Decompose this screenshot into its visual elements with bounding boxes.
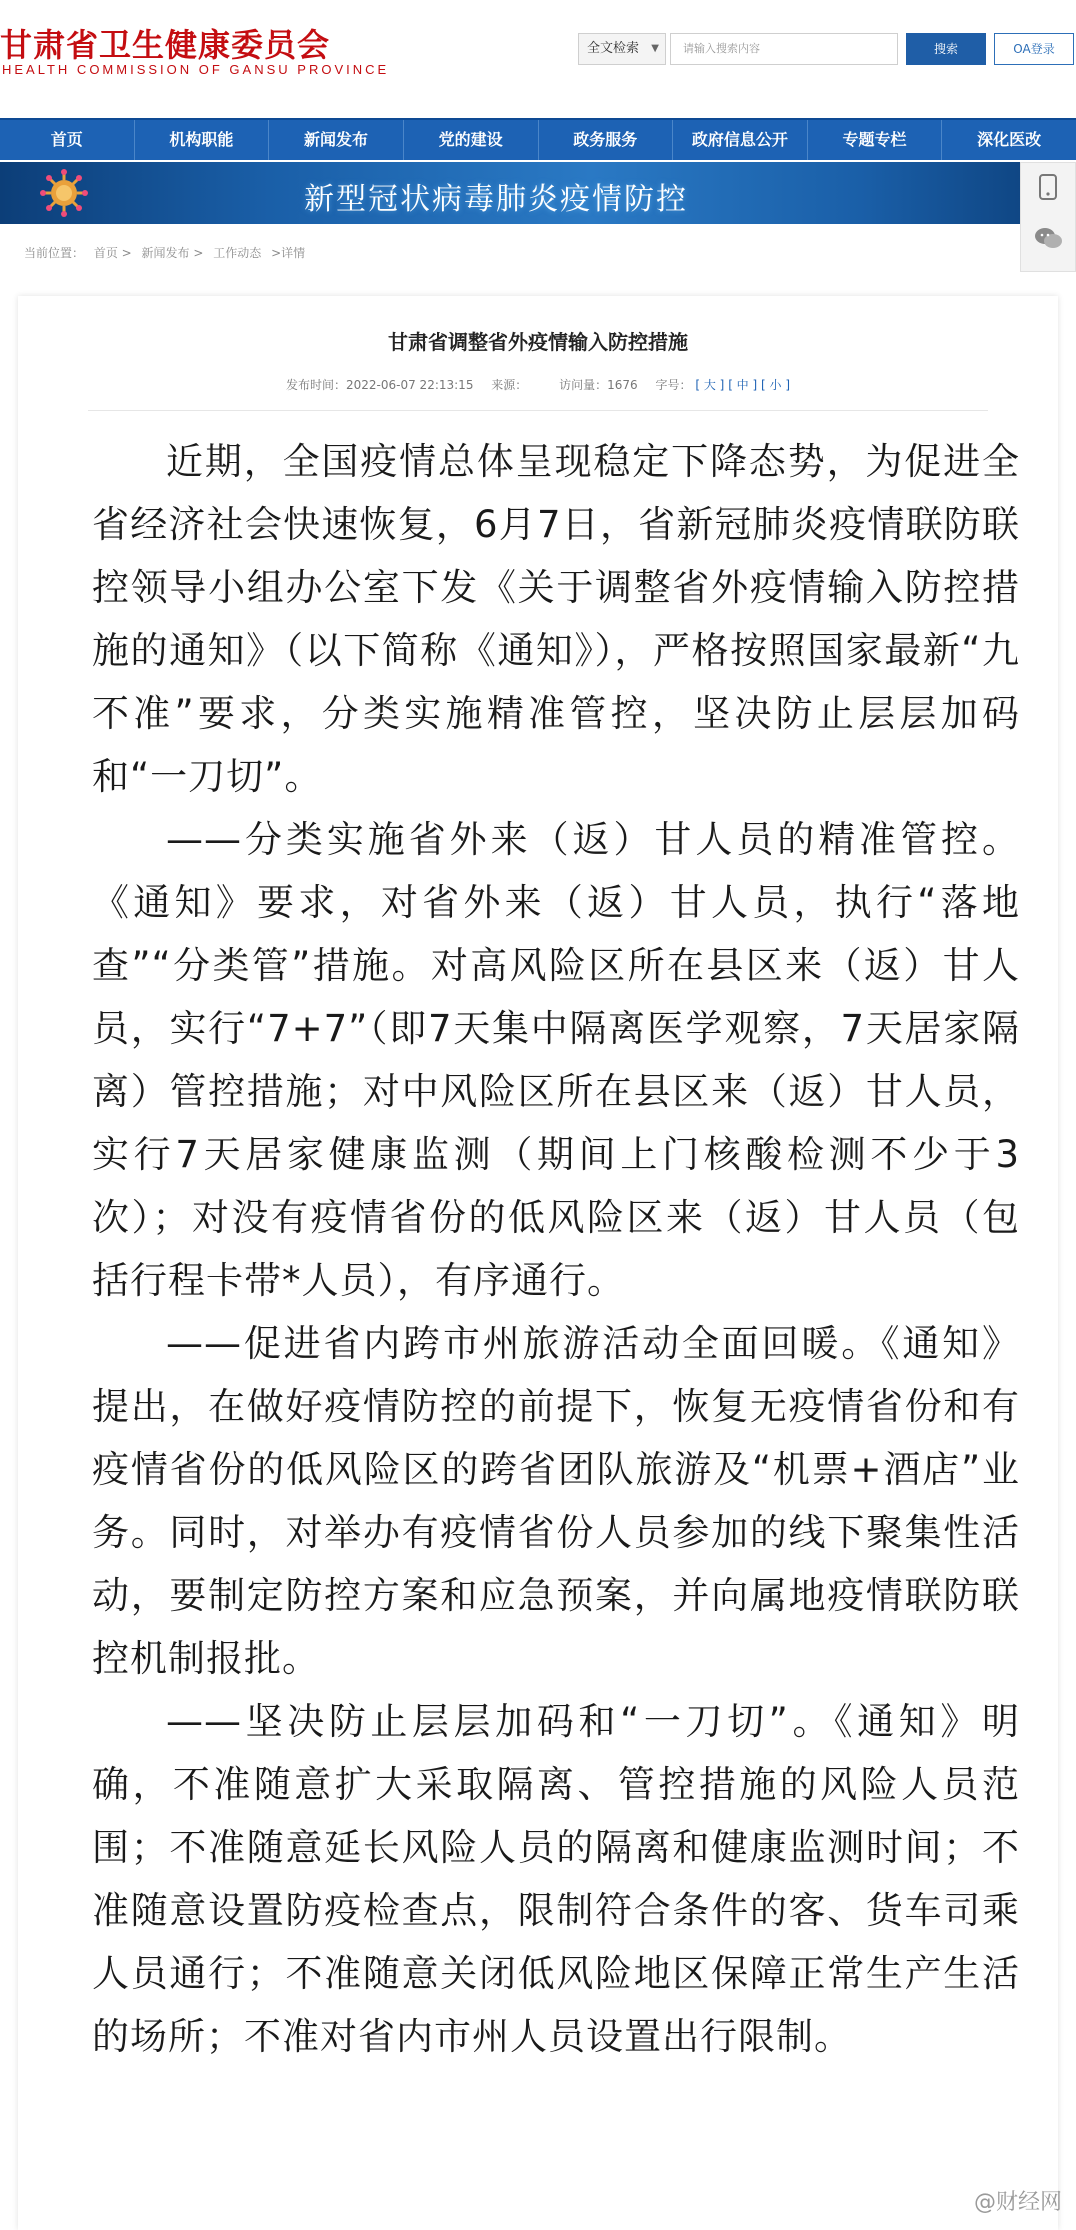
meta-divider [88,410,988,411]
article-meta [18,376,1058,393]
font-size-small-button[interactable]: [ 小 ] [761,378,791,392]
nav-item-services[interactable]: 政务服务 [539,120,674,160]
views-label: 访问量： [559,378,608,392]
site-logo-en: HEALTH COMMISSION OF GANSU PROVINCE [2,62,390,77]
banner-title: 新型冠状病毒肺炎疫情防控 [304,182,688,217]
article-paragraph: ——促进省内跨市州旅游活动全面回暖。《通知》提出，在做好疫情防控的前提下，恢复无疫情省份和有疫情省份的低风险区的跨省团队旅游及“机票+酒店”业务。同时，对举办有疫情省份人员参加的线下聚集性活动，要制定防控方案和应急预案，并向属地疫情联防联控机制报批。 [92,1322,1020,1680]
chevron-down-icon: ▼ [651,43,659,54]
nav-item-topics[interactable]: 专题专栏 [808,120,943,160]
weibo-watermark: @财经网 [973,2190,1062,2215]
views-count: 1676 [607,378,638,392]
nav-item-party[interactable]: 党的建设 [404,120,539,160]
breadcrumb-detail: >详情 [271,246,306,260]
main-nav [0,118,1076,160]
article-card [18,296,1058,2230]
font-size-medium-button[interactable]: [ 中 ] [728,378,758,392]
article-title: 甘肃省调整省外疫情输入防控措施 [388,330,688,354]
virus-icon [36,168,92,218]
breadcrumb-prefix: 当前位置： [24,246,85,260]
site-header [0,0,1076,118]
nav-item-reform[interactable]: 深化医改 [977,130,1042,149]
oa-login-button[interactable]: OA登录 [994,33,1074,65]
article-paragraph: ——坚决防止层层加码和“一刀切”。《通知》明确，不准随意扩大采取隔离、管控措施的风险人员范围；不准随意延长风险人员的隔离和健康监测时间；不准随意设置防疫检查点，限制符合条件的客、货车司乘人员通行；不准随意关闭低风险地区保障正常生产生活的场所；不准对省内市州人员设置出行限制。 [92,1700,1020,2058]
publish-time: 2022-06-07 22:13:15 [346,378,474,392]
nav-item-home[interactable]: 首页 [0,120,135,160]
article-paragraph: 近期，全国疫情总体呈现稳定下降态势，为促进全省经济社会快速恢复，6月7日，省新冠肺炎疫情联防联控领导小组办公室下发《关于调整省外疫情输入防控措施的通知》（以下简称《通知》），严格按照国家最新“九不准”要求，分类实施精准管控，坚决防止层层加码和“一刀切”。 [92,440,1020,798]
side-toolbar [1020,162,1076,272]
breadcrumb-home[interactable]: 首页 > [93,246,132,260]
search-button[interactable]: 搜索 [906,33,986,65]
site-logo-cn[interactable]: 甘肃省卫生健康委员会 [0,26,331,64]
search-input[interactable]: 请输入搜索内容 [670,33,898,65]
mobile-icon[interactable] [1033,173,1063,203]
article-paragraph: ——分类实施省外来（返）甘人员的精准管控。《通知》要求，对省外来（返）甘人员，执行“落地查”“分类管”措施。对高风险区所在县区来（返）甘人员，实行“7+7”（即7天集中隔离医学观察，7天居家隔离）管控措施；对中风险区所在县区来（返）甘人员，实行7天居家健康监测（期间上门核酸检测不少于3次）；对没有疫情省份的低风险区来（返）甘人员（包括行程卡带*人员），有序通行。 [92,818,1020,1302]
font-size-large-button[interactable]: [ 大 ] [695,378,725,392]
nav-item-functions[interactable]: 机构职能 [135,120,270,160]
article-body [92,430,1020,2068]
wechat-icon[interactable] [1033,225,1063,255]
breadcrumb-work-updates[interactable]: 工作动态 [213,246,262,260]
nav-item-info-disclosure[interactable]: 政府信息公开 [673,120,808,160]
nav-item-news[interactable]: 新闻发布 [269,120,404,160]
fontsize-label: 字号： [655,378,692,392]
source-label: 来源： [491,378,528,392]
covid-banner[interactable] [0,162,1076,224]
search-scope-label: 全文检索 [587,41,640,56]
breadcrumb-news[interactable]: 新闻发布 > [141,246,204,260]
publish-label: 发布时间： [285,378,346,392]
breadcrumb [24,244,311,261]
search-scope-select[interactable] [578,33,666,65]
